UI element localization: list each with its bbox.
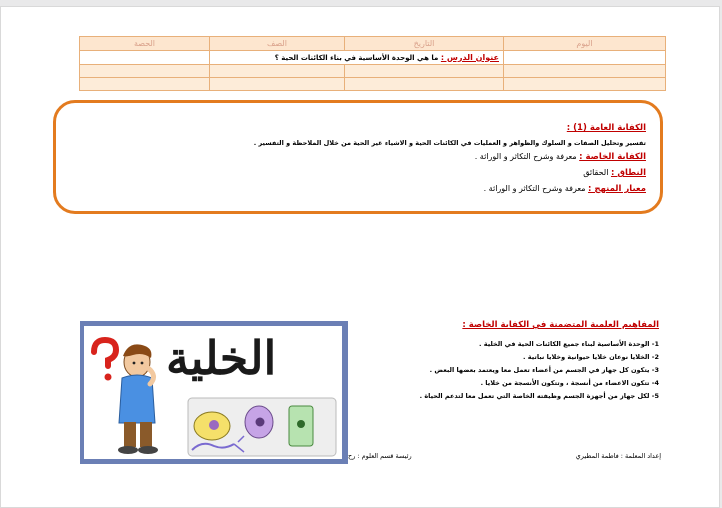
empty-cell <box>80 78 210 91</box>
lesson-label: عنوان الدرس : <box>440 52 499 62</box>
concept-item: 1- الوحدة الأساسية لبناء جميع الكائنات الحية في الخلية . <box>479 340 659 348</box>
boy-eye <box>133 362 136 365</box>
empty-cell <box>80 65 210 78</box>
lesson-title: ما هي الوحدة الأساسية في بناء الكائنات الحية ؟ <box>274 53 439 62</box>
class-header: الصف <box>210 37 345 51</box>
concept-item: 5- لكل جهاز من أجهزة الجسم وظيفته الخاصة التي تعمل معا لتدعم الحياة . <box>419 392 659 400</box>
question-dot <box>105 374 112 381</box>
concept-item: 4- تتكون الاعضاء من أنسجة ، وتتكون الأنسجة من خلايا . <box>480 379 659 387</box>
empty-cell <box>345 78 504 91</box>
empty-cell <box>345 65 504 78</box>
period-cell <box>80 51 210 65</box>
question-mark-icon <box>94 340 116 366</box>
general-competency-text: تفسير وتحليل الصفات و السلوك والظواهر و العمليات في الكائنات الحية و الاشياء غير الحية من خلال الملاحظة و التفسير . <box>253 139 646 147</box>
boy-hand <box>148 368 154 384</box>
empty-cell <box>504 78 666 91</box>
competencies-box <box>53 100 663 214</box>
day-cell <box>504 51 666 65</box>
cell-nucleus <box>256 418 265 427</box>
date-header: التاريخ <box>345 37 504 51</box>
cell-word: الخلية <box>166 331 277 385</box>
empty-cell <box>210 65 345 78</box>
boy-leg <box>124 422 136 447</box>
specific-competency: الكفاية الخاصة : معرفة وشرح التكاثر و الوراثة . <box>474 152 646 162</box>
lesson-header-table <box>79 36 666 91</box>
boy-eye <box>141 362 144 365</box>
concept-item: 3- يتكون كل جهاز في الجسم من أعضاء تعمل معا ويعتمد بعضها البعض . <box>429 366 659 374</box>
cell-illustration <box>80 321 348 464</box>
concept-item: 2- الخلايا نوعان خلايا حيوانية وخلايا نباتية . <box>523 353 659 361</box>
scientific-concepts <box>399 320 659 403</box>
scope: النطاق : الحقائق <box>583 168 646 178</box>
cell-nucleus <box>209 420 219 430</box>
curriculum-standard: معيار المنهج : معرفة وشرح التكاثر و الوراثة . <box>483 184 646 194</box>
general-competency-label: الكفاية العامة (1) : <box>566 123 646 133</box>
boy-shoe <box>118 446 138 454</box>
empty-cell <box>504 65 666 78</box>
illustration-canvas <box>84 326 342 459</box>
empty-cell <box>210 78 345 91</box>
boy-shoe <box>138 446 158 454</box>
concepts-title: المفاهيم العلمية المتضمنة في الكفاية الخاصة : <box>462 320 659 330</box>
day-header: اليوم <box>504 37 666 51</box>
cell-nucleus <box>297 420 305 428</box>
department-head: رئيسة قسم العلوم : رح <box>348 452 412 460</box>
boy-leg <box>140 422 152 447</box>
period-header: الحصة <box>80 37 210 51</box>
lesson-title-cell <box>210 51 504 65</box>
prepared-by: إعداد المعلمة : فاطمة المطيري <box>575 452 661 460</box>
